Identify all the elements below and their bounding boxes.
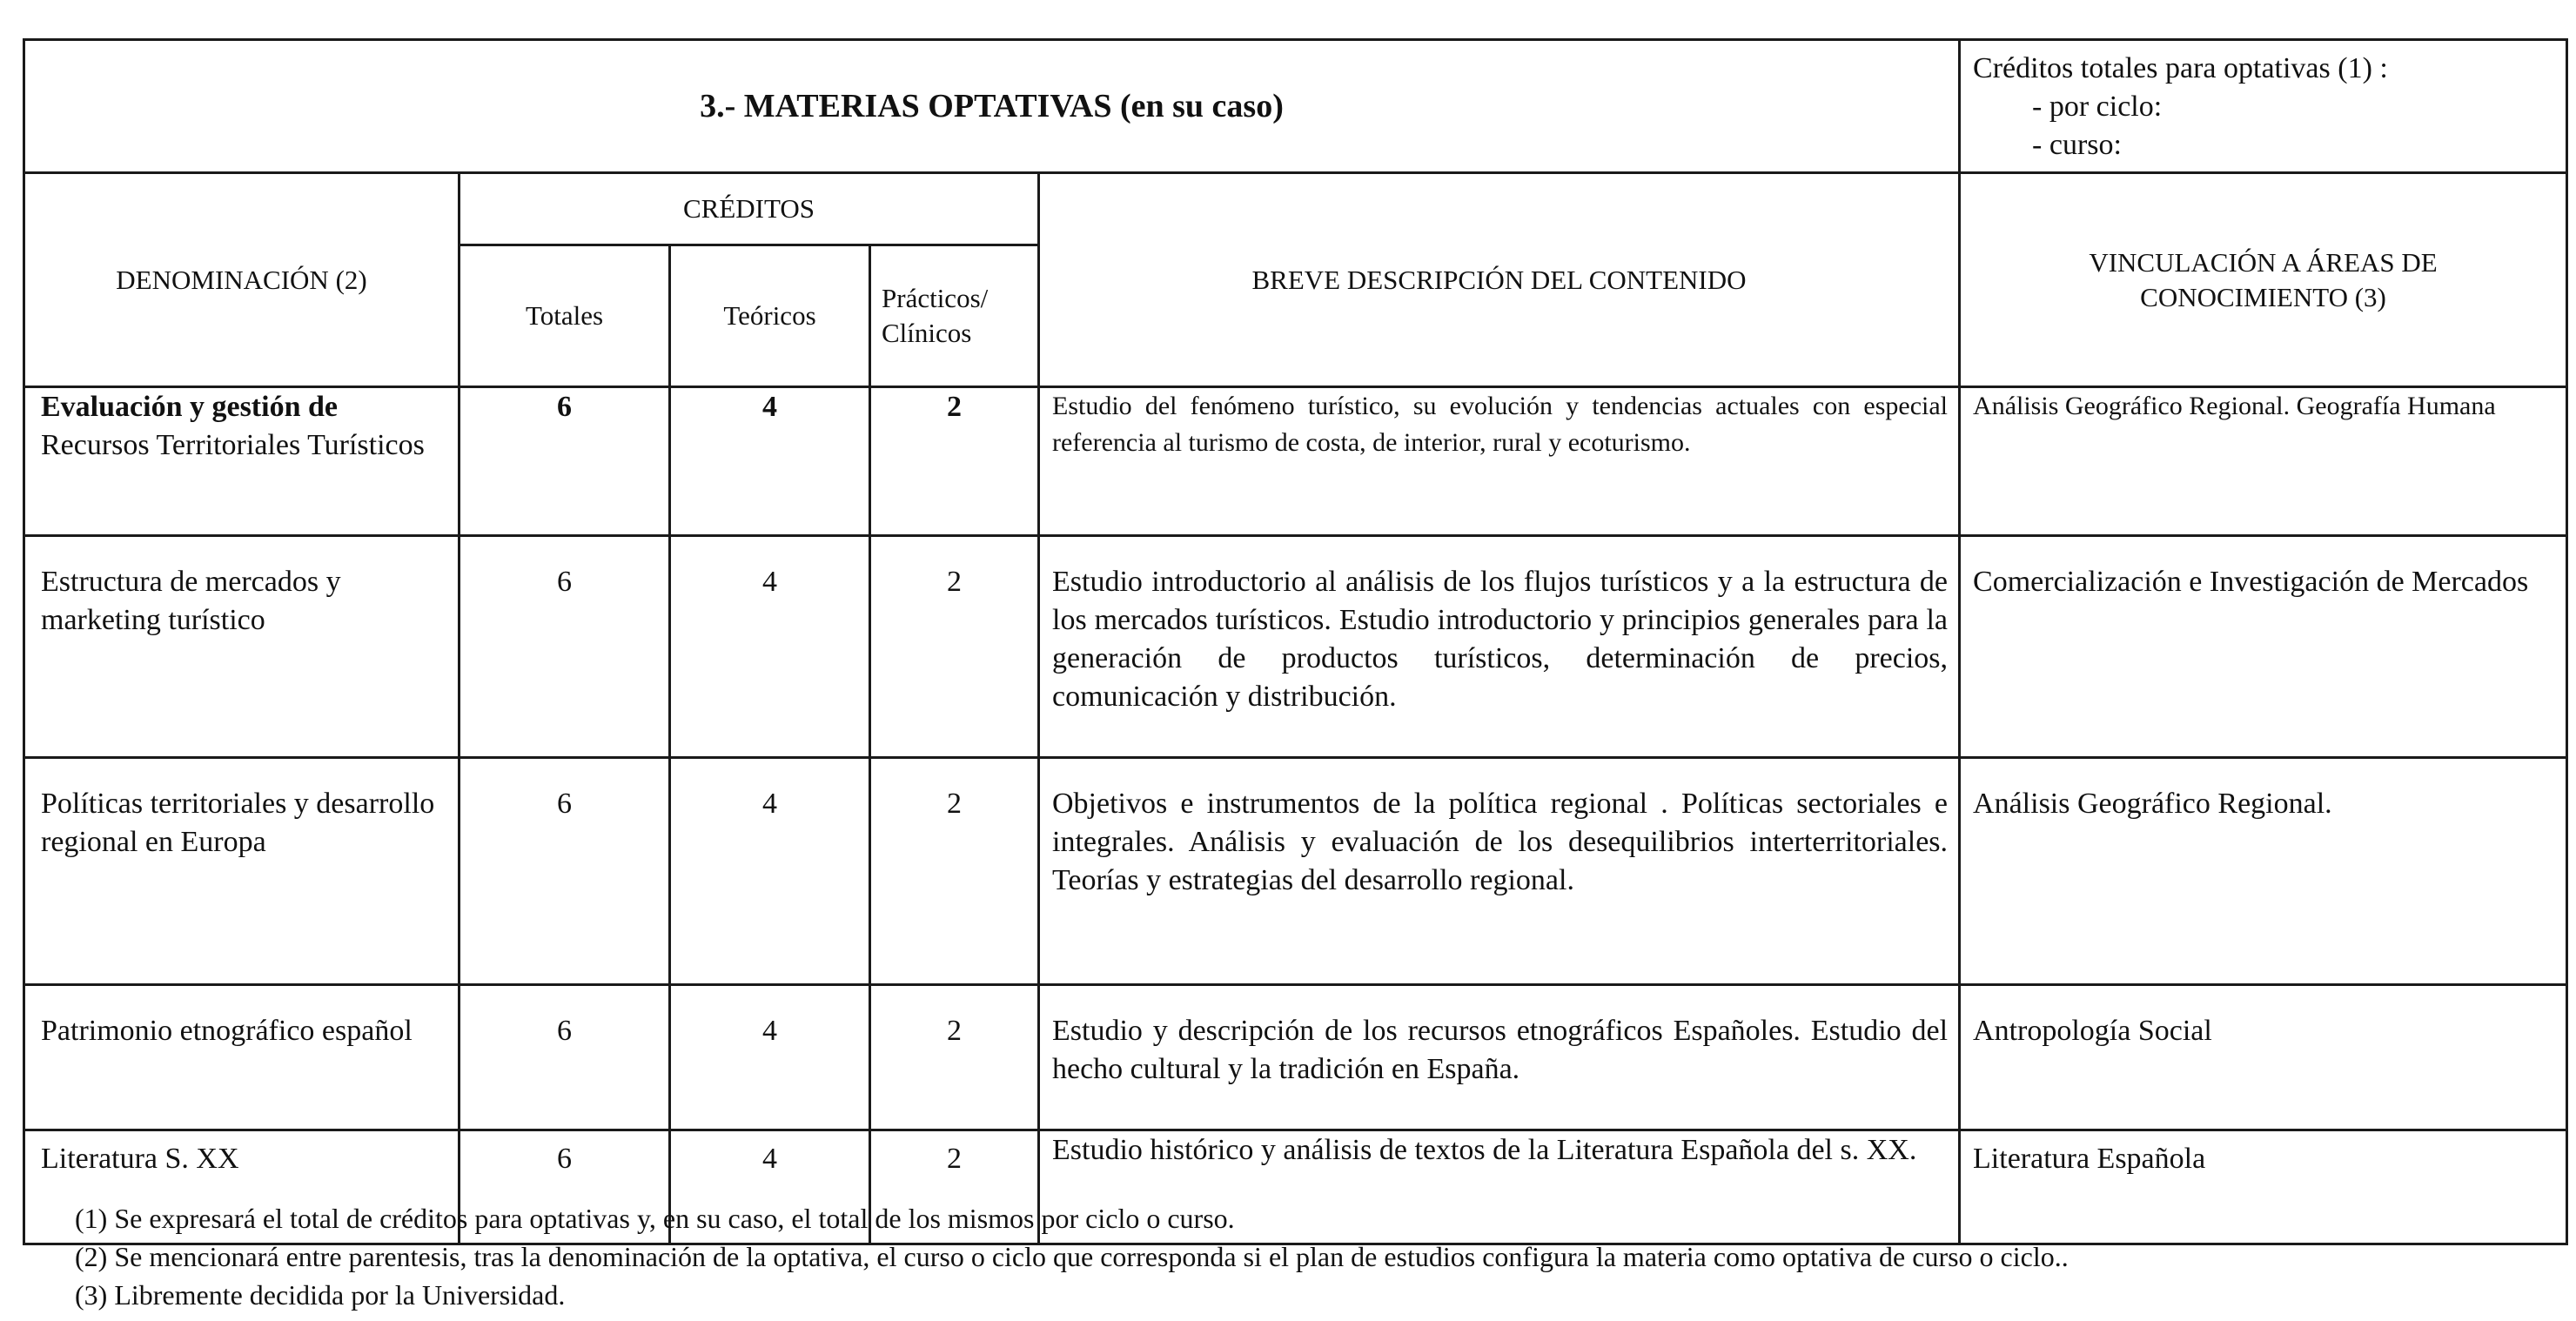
per-cycle-label: - por ciclo: [2032, 91, 2163, 123]
knowledge-area: Antropología Social [1960, 985, 2567, 1130]
table-row [24, 985, 2567, 1130]
credits-teoricos: 4 [670, 758, 870, 985]
col-header-denominacion: DENOMINACIÓN (2) [24, 173, 460, 387]
credits-totales: 6 [460, 1130, 670, 1244]
total-credits-label: Créditos totales para optativas (1) : [1973, 52, 2388, 84]
col-header-vinculacion: VINCULACIÓN A ÁREAS DE CONOCIMIENTO (3) [1960, 173, 2567, 387]
footnote-1: (1) Se expresará el total de créditos para optativas y, en su caso, el total de los mismos por ciclo o curso. [75, 1203, 1235, 1234]
subject-description: Estudio introductorio al análisis de los flujos turísticos y a la estructura de los mercados turísticos. Estudio introductorio y principios generales para la generación de productos turísticos, determinación de precios, comunicación y distribución. [1039, 536, 1960, 758]
knowledge-area: Análisis Geográfico Regional. Geografía Humana [1960, 387, 2567, 536]
col-header-practicos: Prácticos/ Clínicos [870, 245, 1039, 387]
col-header-teoricos: Teóricos [670, 245, 870, 387]
knowledge-area: Literatura Española [1960, 1130, 2567, 1244]
subject-name-bold: Evaluación y gestión de [41, 391, 338, 423]
subject-name: Recursos Territoriales Turísticos [41, 429, 425, 461]
total-credits-box [1960, 40, 2567, 173]
footnotes [75, 1199, 2069, 1314]
footnote-2: (2) Se mencionará entre parentesis, tras la denominación de la optativa, el curso o ciclo que corresponda si el plan de estudios configura la materia como optativa de curso o ciclo.. [75, 1241, 2069, 1272]
credits-practicos: 2 [870, 985, 1039, 1130]
per-course-label: - curso: [2032, 129, 2122, 161]
credits-teoricos: 4 [670, 1130, 870, 1244]
credits-practicos: 2 [870, 1130, 1039, 1244]
knowledge-area: Comercialización e Investigación de Mercados [1960, 536, 2567, 758]
table-row [24, 387, 2567, 536]
col-header-totales: Totales [460, 245, 670, 387]
credits-practicos: 2 [870, 387, 1039, 536]
credits-teoricos: 4 [670, 536, 870, 758]
table-title: 3.- MATERIAS OPTATIVAS (en su caso) [24, 40, 1960, 173]
optional-subjects-table [23, 38, 2568, 1245]
credits-totales: 6 [460, 758, 670, 985]
credits-totales: 6 [460, 985, 670, 1130]
credits-practicos: 2 [870, 758, 1039, 985]
table-row [24, 536, 2567, 758]
credits-practicos: 2 [870, 536, 1039, 758]
subject-description: Objetivos e instrumentos de la política regional . Políticas sectoriales e integrales. Análisis y evaluación de los desequilibrios interterritoriales. Teorías y estrategias del desarrollo regional. [1039, 758, 1960, 985]
footnote-3: (3) Libremente decidida por la Universidad. [75, 1279, 566, 1311]
title-row [24, 40, 2567, 173]
col-header-creditos: CRÉDITOS [460, 173, 1039, 245]
subject-name: Políticas territoriales y desarrollo regional en Europa [24, 758, 460, 985]
credits-totales: 6 [460, 387, 670, 536]
knowledge-area: Análisis Geográfico Regional. [1960, 758, 2567, 985]
subject-name-cell [24, 387, 460, 536]
subject-description: Estudio histórico y análisis de textos de la Literatura Española del s. XX. [1039, 1130, 1960, 1244]
subject-name: Estructura de mercados y marketing turístico [24, 536, 460, 758]
subject-name: Patrimonio etnográfico español [24, 985, 460, 1130]
subject-description: Estudio del fenómeno turístico, su evolución y tendencias actuales con especial referencia al turismo de costa, de interior, rural y ecoturismo. [1039, 387, 1960, 536]
credits-teoricos: 4 [670, 985, 870, 1130]
credits-totales: 6 [460, 536, 670, 758]
subject-description: Estudio y descripción de los recursos etnográficos Españoles. Estudio del hecho cultural y la tradición en España. [1039, 985, 1960, 1130]
header-row-top [24, 173, 2567, 245]
col-header-descripcion: BREVE DESCRIPCIÓN DEL CONTENIDO [1039, 173, 1960, 387]
credits-teoricos: 4 [670, 387, 870, 536]
table-row [24, 758, 2567, 985]
subject-name: Literatura S. XX [24, 1130, 460, 1244]
